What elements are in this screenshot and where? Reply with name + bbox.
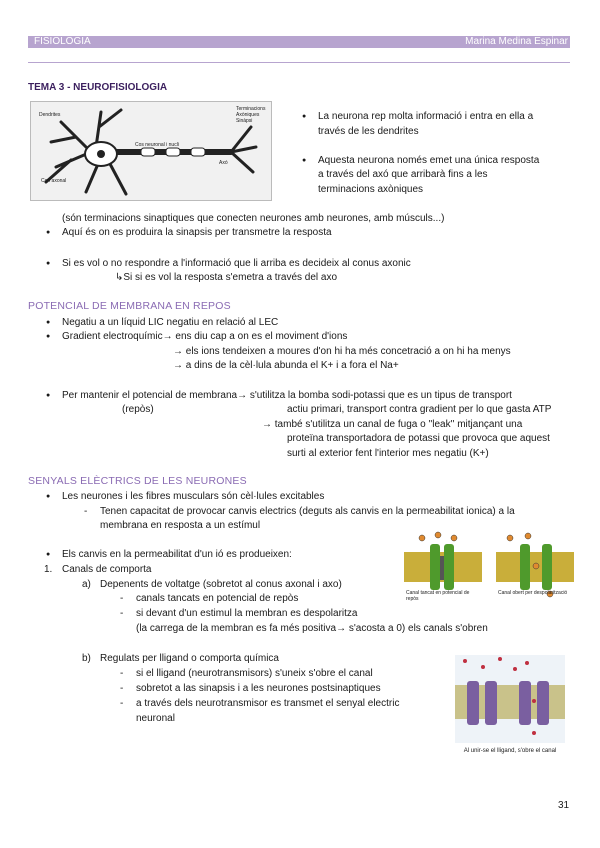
sen-dash-item: - sobretot a las sinapsis i a les neurones postsinaptiques <box>136 682 381 695</box>
sen-dash-item: - a través dels neurotransmisor es transmet el senyal electric <box>136 697 399 710</box>
section-heading-electrical-signals: SENYALS ELÈCTRICS DE LES NEURONES <box>28 475 247 487</box>
synapse-bullet: ● Aquí és on es produira la sinapsis per transmetre la resposta <box>62 226 332 239</box>
sen-line: Canals de comporta <box>62 564 152 575</box>
sen-line: (la carrega de la membran es fa més positiva→ s'acosta a 0) els canals s'obren <box>136 623 488 634</box>
intro-line: terminacions axòniques <box>318 184 424 195</box>
sen-bullet: ● Els canvis en la permeabilitat d'un ió es produeixen: <box>62 548 292 561</box>
sen-line: membrana en resposta a un estímul <box>100 520 261 531</box>
list-number: 1. <box>44 564 53 575</box>
sen-line: neuronal <box>136 713 175 724</box>
pot-subline: → també s'utilitza un canal de fuga o ''leak'' mitjançant una <box>262 419 523 430</box>
neuron-figure <box>30 101 272 201</box>
header-subject: FISIOLOGIA <box>34 36 91 47</box>
pot-bullet: ● Per mantenir el potencial de membrana→ s'utilitza la bomba sodi-potassi que es un tipus de transport <box>62 389 512 402</box>
sen-dash-item: - Tenen capacitat de provocar canvis electrics (deguts als canvis en la permeabilitat ionica) a la <box>100 505 515 518</box>
list-letter: a) <box>82 579 91 590</box>
intro-bullet: ● La neurona rep molta informació i entra en ella a <box>318 110 533 123</box>
voltage-caption-closed: Canal tancat en potencial de repòs <box>406 590 470 602</box>
header-rule <box>28 62 570 63</box>
conus-subline: ↳Si si es vol la resposta s'emetra a través del axo <box>115 272 338 283</box>
label-axon: Axó <box>219 160 228 166</box>
sen-bullet: ● Les neurones i les fibres musculars són cèl·lules excitables <box>62 490 324 503</box>
section-heading-resting-potential: POTENCIAL DE MEMBRANA EN REPOS <box>28 300 231 312</box>
document-title: TEMA 3 - NEUROFISIOLOGIA <box>28 82 168 93</box>
pot-subline: → els ions tendeixen a moures d'on hi ha més concetració a on hi ha menys <box>173 346 511 357</box>
pot-subline: proteïna transportadora de potassi que provoca que aquest <box>287 433 550 444</box>
ligand-caption: Al unir-se el lligand, s'obre el canal <box>463 748 557 754</box>
list-letter: b) <box>82 653 91 664</box>
pot-subline: surti al exterior fent l'interior mes negatiu (K+) <box>287 448 489 459</box>
voltage-caption-open: Canal obert per despolarització <box>498 590 568 596</box>
sen-dash-item: - si el lligand (neurotransmisors) s'uneix s'obre el canal <box>136 667 373 680</box>
pot-subline: → a dins de la cèl·lula abunda el K+ i a fora el Na+ <box>173 360 399 371</box>
synapse-note: (són terminacions sinaptiques que conecten neurones amb neurones, amb músculs...) <box>62 213 445 224</box>
pot-subline: actiu primari, transport contra gradient per lo que gasta ATP <box>287 404 552 415</box>
intro-line: través de les dendrites <box>318 126 419 137</box>
page-header <box>28 36 570 48</box>
label-terminals: Terminacions Axòniques Sinàpsi <box>236 106 266 124</box>
ligand-channel-diagram <box>455 655 565 743</box>
intro-bullet: ● Aquesta neurona només emet una única resposta <box>318 154 539 167</box>
sen-line: Depenents de voltatge (sobretot al conus axonal i axo) <box>100 579 342 590</box>
neuron-diagram <box>31 102 271 200</box>
sen-dash-item: - canals tancats en potencial de repòs <box>136 592 298 605</box>
pot-subline: (repòs) <box>122 404 154 415</box>
conus-bullet: ● Si es vol o no respondre a l'informació que li arriba es decideix al conus axonic <box>62 257 411 270</box>
label-cell-body: Cos neuronal i nucli <box>135 142 179 148</box>
voltage-channel-figure <box>400 530 580 610</box>
intro-line: a través del axó que arribarà fins a les <box>318 169 488 180</box>
label-dendrites: Dendrites <box>39 112 61 118</box>
header-author: Marina Medina Espinar <box>465 36 568 47</box>
pot-bullet: ● Gradient electroquímic→ ens diu cap a on es el moviment d'ions <box>62 330 347 343</box>
sen-dash-item: - si devant d'un estimul la membran es despolaritza <box>136 607 357 620</box>
pot-bullet: ● Negatiu a un líquid LIC negatiu en relació al LEC <box>62 316 278 329</box>
sen-line: Regulats per lligand o comporta química <box>100 653 279 664</box>
ligand-channel-figure <box>455 655 565 770</box>
page-number: 31 <box>558 800 570 811</box>
label-axon-hillock: Con axonal <box>41 178 67 184</box>
